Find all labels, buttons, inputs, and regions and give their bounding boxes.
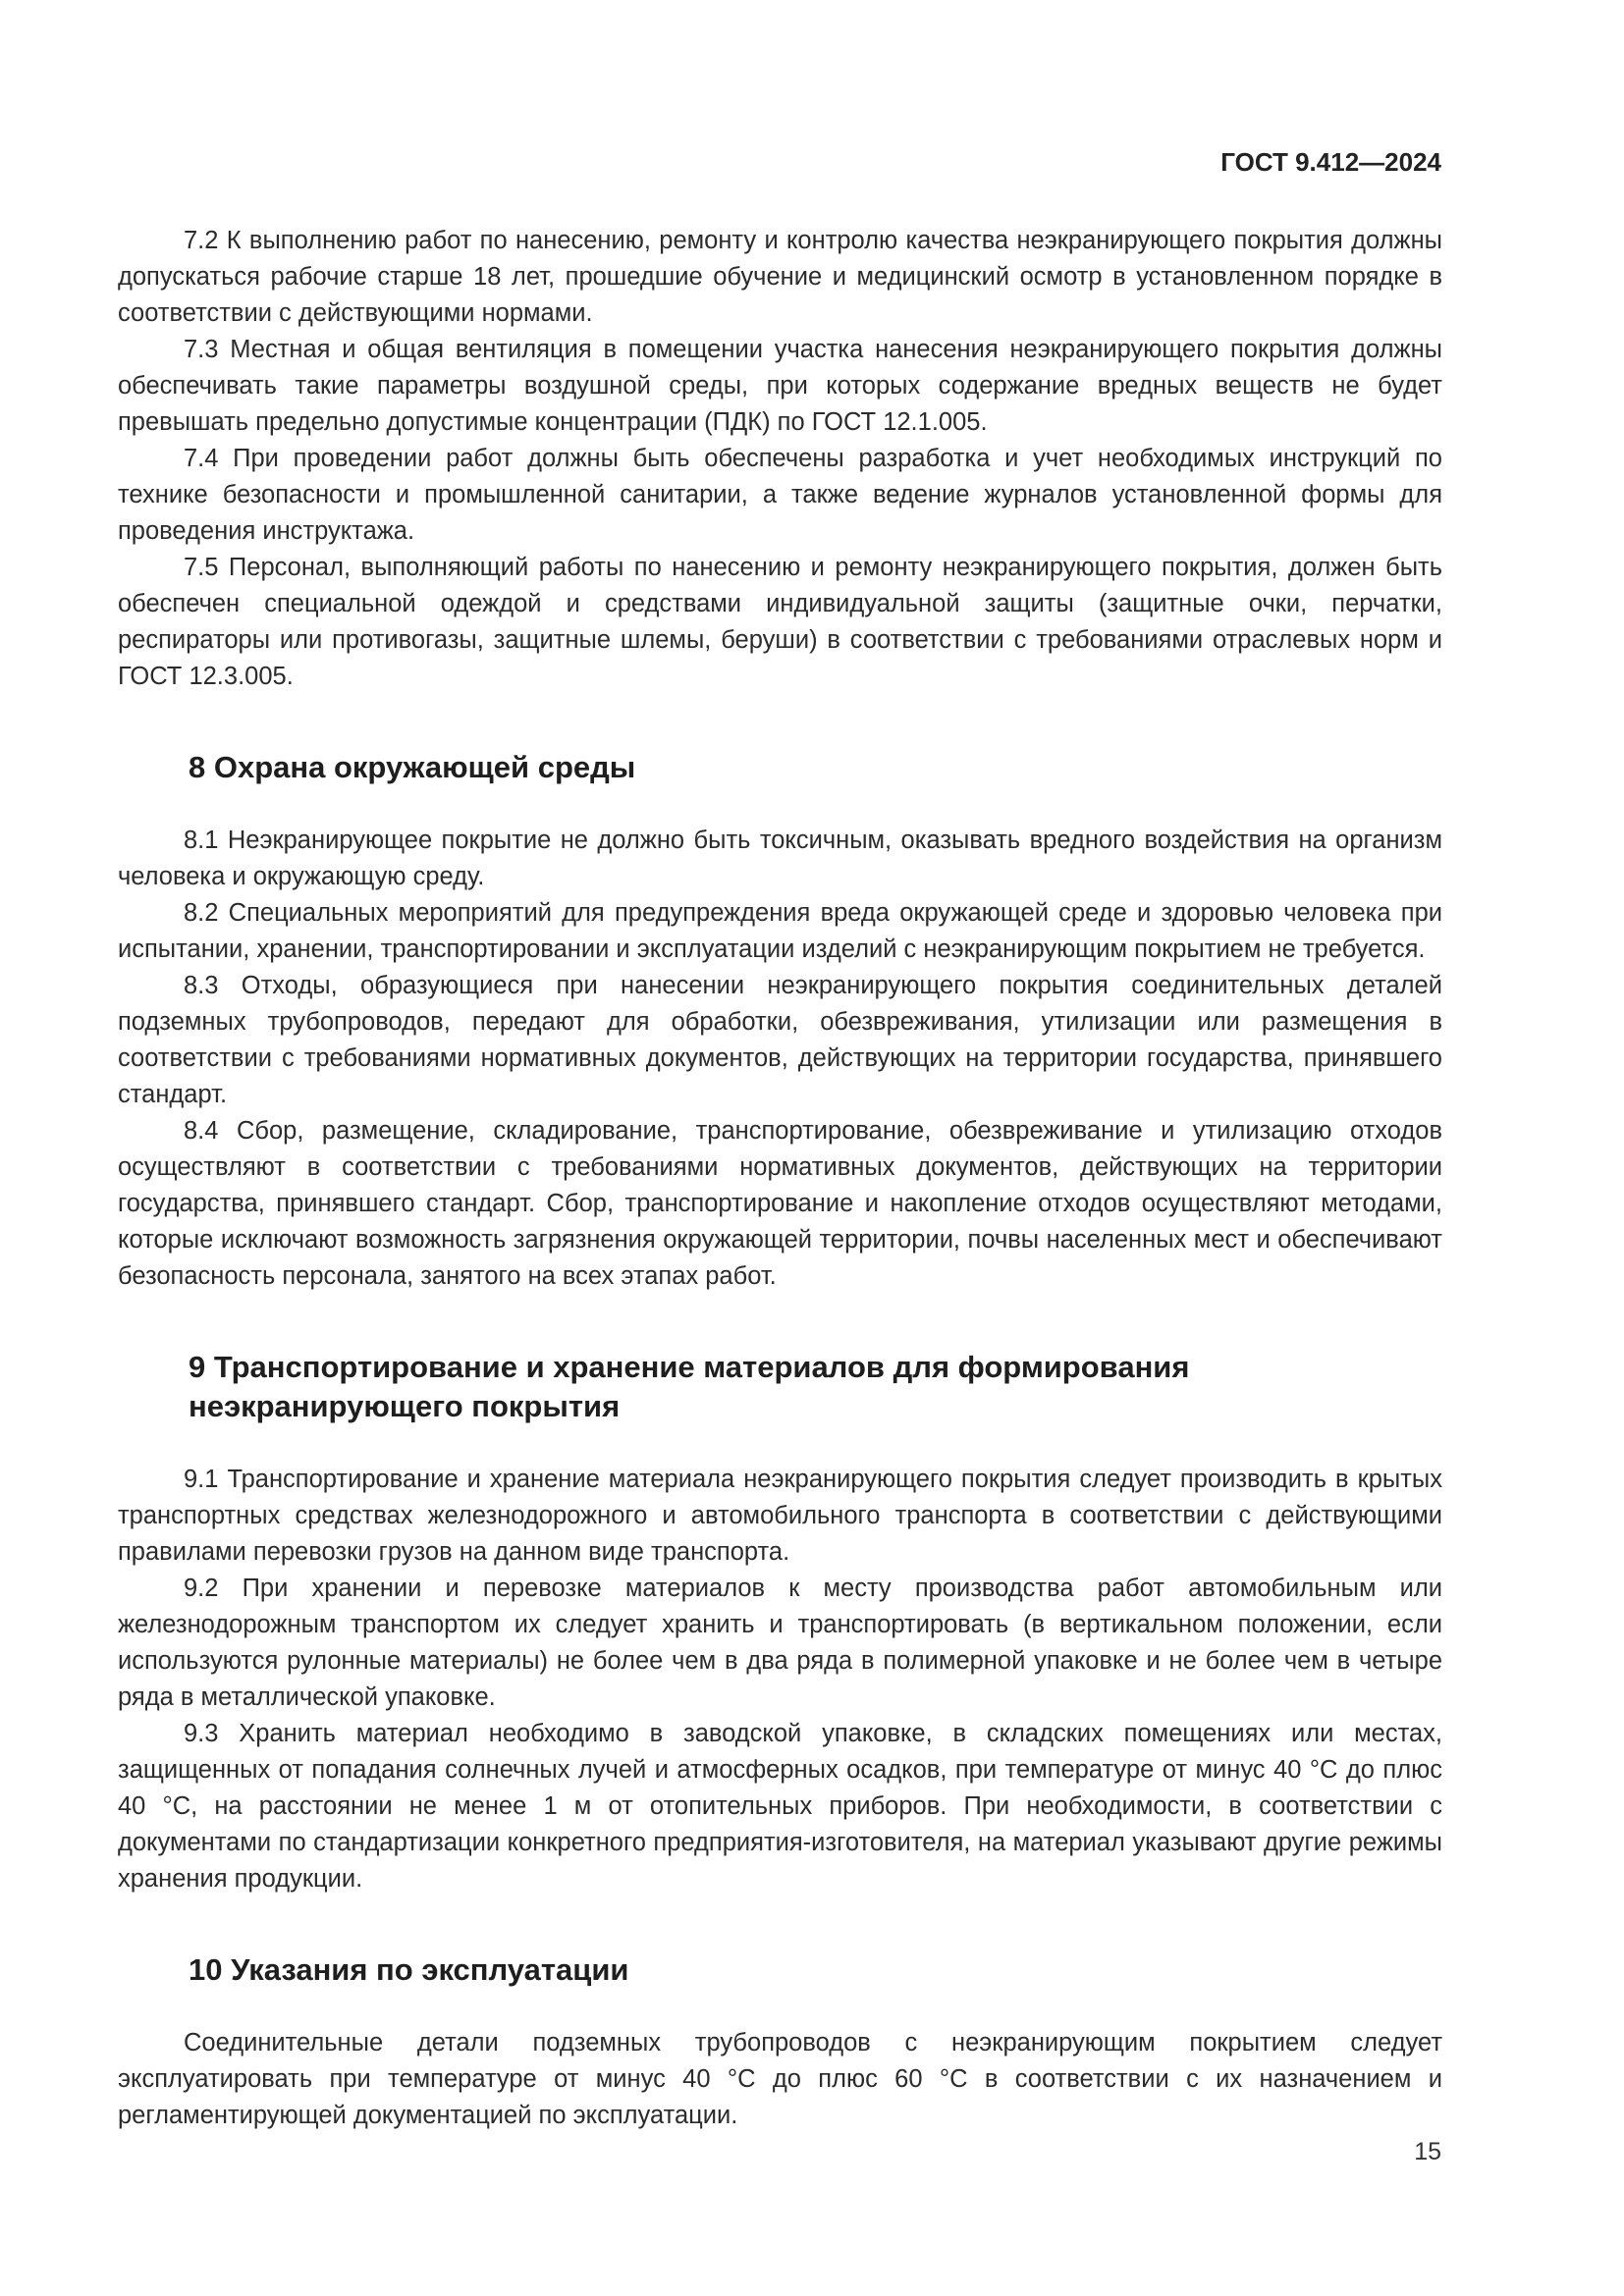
paragraph: 7.4 При проведении работ должны быть обеспечены разработка и учет необходимых инструкций по технике безопасности и промышленной санитарии, а также ведение журналов установленной формы для проведения инструктажа.: [118, 445, 1442, 545]
paragraph: Соединительные детали подземных трубопроводов с неэкранирующим покрытием следует эксплуатировать при температуре от минус 40 °С до плюс 60 °С в соответствии с их назначением и регламентирующей документацией по эксплуатации.: [118, 2029, 1442, 2129]
paragraph: 7.2 К выполнению работ по нанесению, ремонту и контролю качества неэкранирующего покрытия должны допускаться рабочие старше 18 лет, прошедшие обучение и медицинский осмотр в установленном порядке в соответствии с действующими нормами.: [118, 227, 1442, 327]
page-number: 15: [1414, 2138, 1441, 2165]
document-body: [118, 223, 1442, 2134]
paragraph: 8.1 Неэкранирующее покрытие не должно быть токсичным, оказывать вредного воздействия на организм человека и окружающую среду.: [118, 827, 1442, 890]
paragraph: 9.2 При хранении и перевозке материалов к месту производства работ автомобильным или железнодорожным транспортом их следует хранить и транспортировать (в вертикальном положении, если используются рулонные материалы) не более чем в два ряда в полимерной упаковке и не более чем в четыре ряда в металлической упаковке.: [118, 1575, 1442, 1711]
paragraph: 9.1 Транспортирование и хранение материала неэкранирующего покрытия следует производить в крытых транспортных средствах железнодорожного и автомобильного транспорта в соответствии с действующими правилами перевозки грузов на данном виде транспорта.: [118, 1466, 1442, 1566]
section-title: 8 Охрана окружающей среды: [189, 750, 636, 784]
paragraph: 7.3 Местная и общая вентиляция в помещении участка нанесения неэкранирующего покрытия должны обеспечивать такие параметры воздушной среды, при которых содержание вредных веществ не будет превышать предельно допустимые концентрации (ПДК) по ГОСТ 12.1.005.: [118, 336, 1442, 436]
paragraph: 7.5 Персонал, выполняющий работы по нанесению и ремонту неэкранирующего покрытия, должен быть обеспечен специальной одеждой и средствами индивидуальной защиты (защитные очки, перчатки, респираторы или противогазы, защитные шлемы, беруши) в соответствии с требованиями отраслевых норм и ГОСТ 12.3.005.: [118, 554, 1442, 690]
section-8: [118, 748, 1442, 1295]
section-10: [118, 1950, 1442, 2134]
section-9: [118, 1348, 1442, 1897]
paragraph: 8.2 Специальных мероприятий для предупреждения вреда окружающей среде и здоровью человека при испытании, хранении, транспортировании и эксплуатации изделий с неэкранирующим покрытием не требуется.: [118, 899, 1442, 963]
section-title: 9 Транспортирование и хранение материалов для формирования неэкранирующего покрытия: [189, 1350, 1190, 1423]
document-code: ГОСТ 9.412—2024: [1220, 147, 1441, 177]
paragraph: 8.4 Сбор, размещение, складирование, транспортирование, обезвреживание и утилизацию отходов осуществляют в соответствии с требованиями нормативных документов, действующих на территории государства, принявшего стандарт. Сбор, транспортирование и накопление отходов осуществляют методами, которые исключают возможность загрязнения окружающей территории, почвы населенных мест и обеспечивают безопасность персонала, занятого на всех этапах работ.: [118, 1117, 1442, 1290]
section-title: 10 Указания по эксплуатации: [189, 1952, 629, 1987]
section-7: [118, 223, 1442, 695]
paragraph: 9.3 Хранить материал необходимо в заводской упаковке, в складских помещениях или местах, защищенных от попадания солнечных лучей и атмосферных осадков, при температуре от минус 40 °С до плюс 40 °С, на расстоянии не менее 1 м от отопительных приборов. При необходимости, в соответствии с документами по стандартизации конкретного предприятия-изготовителя, на материал указывают другие режимы хранения продукции.: [118, 1720, 1442, 1893]
paragraph: 8.3 Отходы, образующиеся при нанесении неэкранирующего покрытия соединительных деталей подземных трубопроводов, передают для обработки, обезвреживания, утилизации или размещения в соответствии с требованиями нормативных документов, действующих на территории государства, принявшего стандарт.: [118, 972, 1442, 1108]
